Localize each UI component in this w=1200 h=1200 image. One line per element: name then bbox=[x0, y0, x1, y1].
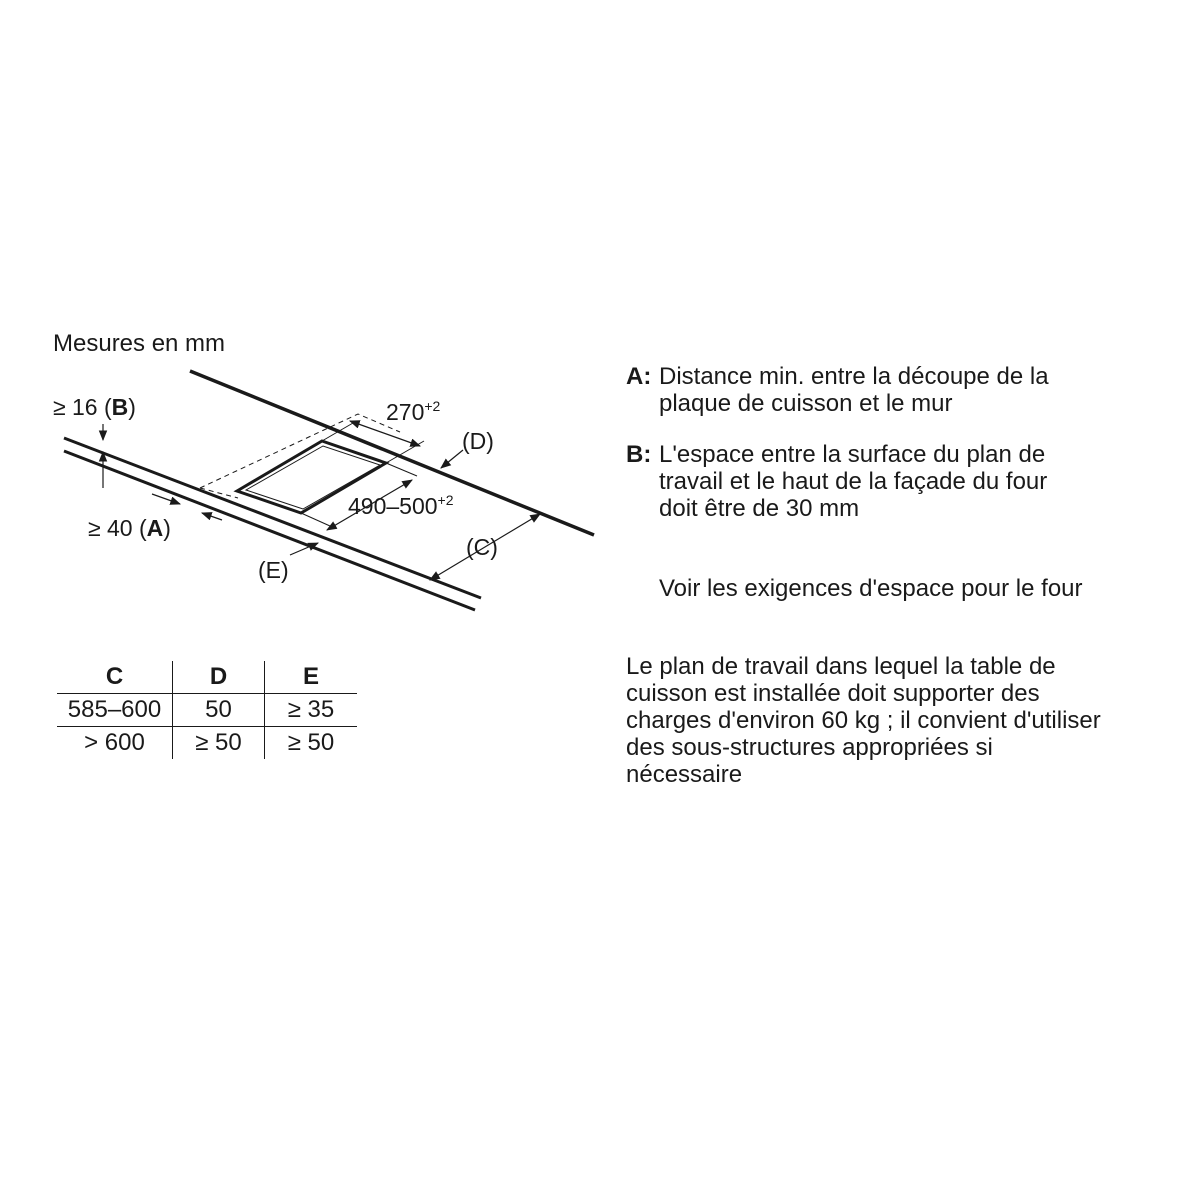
label-width-490-500: $490-500^{+2}$ bbox=[348, 492, 454, 519]
table-row bbox=[57, 694, 357, 727]
note-a-line: Distance min. entre la découpe de la bbox=[659, 363, 1049, 390]
note-b-line: doit être de 30 mm bbox=[659, 495, 860, 522]
load-note-line: nécessaire bbox=[626, 761, 743, 788]
label-b: ≥ 16 (B) bbox=[53, 394, 136, 420]
table-row bbox=[57, 727, 357, 760]
units-caption: Mesures en mm bbox=[53, 330, 226, 357]
label-depth-270: $270^{+2}$ bbox=[386, 398, 441, 425]
dim-width-ext-a bbox=[386, 463, 417, 476]
label-c: (C) bbox=[466, 534, 498, 560]
table-cell: 50 bbox=[173, 694, 265, 727]
label-e: (E) bbox=[258, 557, 289, 583]
dim-d-arrow bbox=[441, 450, 463, 468]
dimensions-table bbox=[57, 661, 357, 759]
load-note-line: des sous-structures appropriées si bbox=[626, 734, 993, 761]
label-d: (D) bbox=[462, 428, 494, 454]
load-note-line: cuisson est installée doit supporter des bbox=[626, 680, 1040, 707]
table-cell: ≥ 50 bbox=[265, 727, 358, 760]
table-cell: ≥ 35 bbox=[265, 694, 358, 727]
table-cell: ≥ 50 bbox=[173, 727, 265, 760]
table-cell: 585–600 bbox=[57, 694, 173, 727]
table-header-d: D bbox=[173, 661, 265, 694]
load-note-line: charges d'environ 60 kg ; il convient d'utiliser bbox=[626, 707, 1101, 734]
dim-width-ext-b bbox=[301, 513, 330, 526]
cutout-dashed-outline bbox=[200, 414, 400, 488]
table-header-e: E bbox=[265, 661, 358, 694]
load-note-line: Le plan de travail dans lequel la table de bbox=[626, 653, 1056, 680]
note-b-line: L'espace entre la surface du plan de bbox=[659, 441, 1046, 468]
label-a: ≥ 40 (A) bbox=[88, 515, 171, 541]
note-a-key: A: bbox=[626, 363, 652, 390]
oven-note: Voir les exigences d'espace pour le four bbox=[659, 575, 1083, 602]
dim-a-arrow-right bbox=[202, 513, 222, 520]
note-b-line: travail et le haut de la façade du four bbox=[659, 468, 1048, 495]
note-a-line: plaque de cuisson et le mur bbox=[659, 390, 953, 417]
table-header-c: C bbox=[57, 661, 173, 694]
table-cell: > 600 bbox=[84, 729, 145, 756]
load-note bbox=[626, 653, 1101, 788]
note-b-key: B: bbox=[626, 441, 652, 468]
